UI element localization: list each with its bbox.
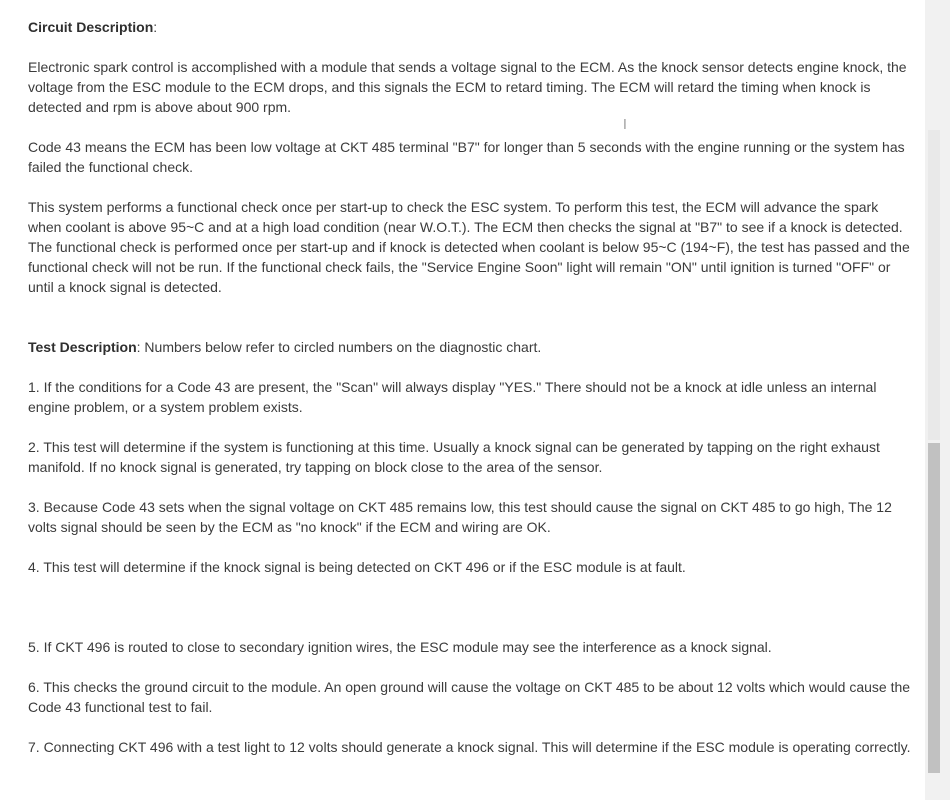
test-item-6: 6. This checks the ground circuit to the module. An open ground will cause the voltage on CKT 485 to be about 12 volts which would cause the Code 43 functional test to fail.	[28, 679, 911, 715]
scrollbar-thumb[interactable]	[928, 443, 940, 773]
test-description-intro: : Numbers below refer to circled numbers on the diagnostic chart.	[136, 339, 542, 355]
test-item-3: 3. Because Code 43 sets when the signal voltage on CKT 485 remains low, this test should cause the signal on CKT 485 to go high, The 12 volts signal should be seen by the ECM as "no knock" if the ECM and wiring are OK.	[28, 499, 892, 535]
test-item-1: 1. If the conditions for a Code 43 are present, the "Scan" will always display "YES." There should not be a knock at idle unless an internal engine problem, or a system problem exists.	[28, 379, 877, 415]
test-description-heading-line	[28, 337, 913, 357]
test-item-5: 5. If CKT 496 is routed to close to secondary ignition wires, the ESC module may see the interference as a knock signal.	[28, 639, 772, 655]
text-cursor-icon: Ι	[623, 118, 627, 133]
circuit-paragraph-2: Code 43 means the ECM has been low voltage at CKT 485 terminal "B7" for longer than 5 seconds with the engine running or the system has failed the functional check.	[28, 139, 905, 175]
circuit-description-heading: Circuit Description	[28, 19, 154, 35]
circuit-paragraph-1: Electronic spark control is accomplished with a module that sends a voltage signal to the ECM. As the knock sensor detects engine knock, the voltage from the ESC module to the ECM drops, and this signals the ECM to retard timing. The ECM will retard the timing when knock is detected and rpm is above about 900 rpm.	[28, 59, 907, 115]
circuit-paragraph-3: This system performs a functional check once per start-up to check the ESC system. To perform this test, the ECM will advance the spark when coolant is above 95~C and at a high load condition (near W.O.T.). The ECM then checks the signal at "B7" to see if a knock is detected. The functional check is performed once per start-up and if knock is detected when coolant is below 95~C (194~F), the test has passed and the functional check will not be run. If the functional check fails, the "Service Engine Soon" light will remain "ON" until ignition is turned "OFF" or until a knock signal is detected.	[28, 199, 910, 295]
circuit-description-heading-line	[28, 17, 913, 37]
test-item-7: 7. Connecting CKT 496 with a test light to 12 volts should generate a knock signal. This will determine if the ESC module is operating correctly.	[28, 739, 911, 755]
test-description-heading: Test Description	[28, 339, 137, 355]
test-item-2: 2. This test will determine if the system is functioning at this time. Usually a knock signal can be generated by tapping on the right exhaust manifold. If no knock signal is generated, try tapping on block close to the area of the sensor.	[28, 439, 880, 475]
scrollbar-track-highlight	[928, 130, 940, 440]
heading-colon: :	[153, 19, 158, 35]
document-content	[28, 17, 913, 757]
test-item-4: 4. This test will determine if the knock signal is being detected on CKT 496 or if the ESC module is at fault.	[28, 559, 686, 575]
